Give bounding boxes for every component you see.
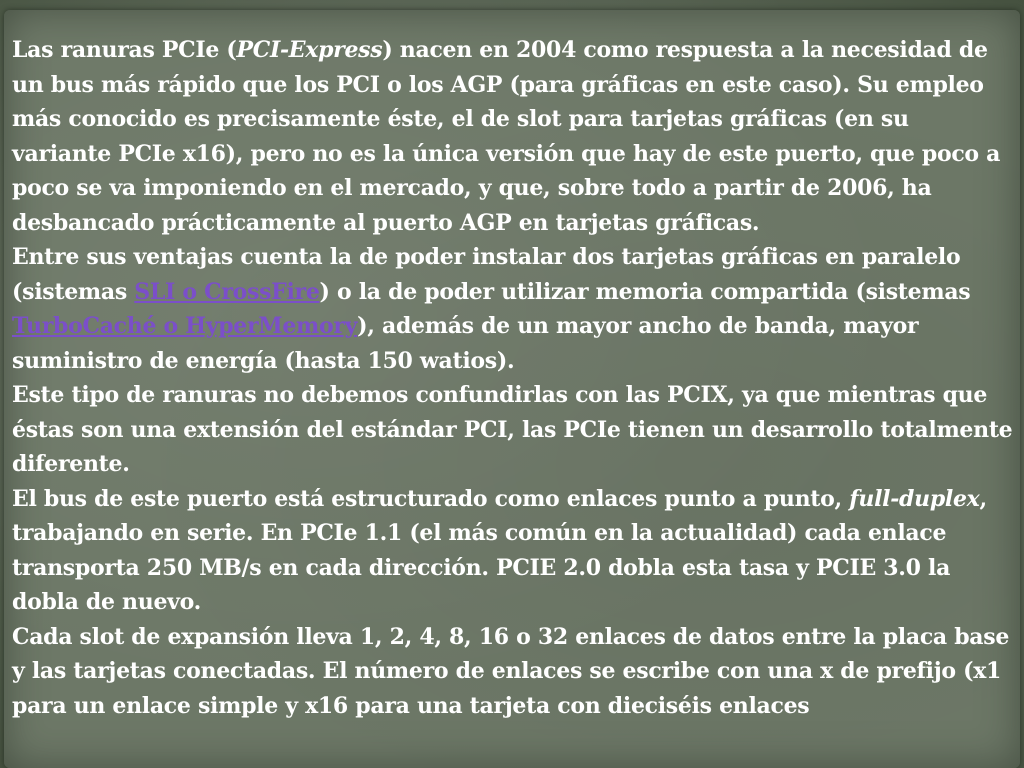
paragraph-4-text-a: El bus de este puerto está estructurado como enlaces punto a punto, [12,485,850,512]
paragraph-1-text-c: ) nacen en 2004 como respuesta a la necesidad de un bus más rápido que los PCI o los AGP (para gráficas en este caso). Su empleo más conocido es precisamente éste, el de slot para tarjetas gráficas (en su variante PCIe x16), pero no es la única versión que hay de este puerto, que poco a poco se va imponiendo en el mercado, y que, sobre todo a partir de 2006, ha desbancado prácticamente al puerto AGP en tarjetas gráficas. [12,37,1001,236]
paragraph-4 [12,482,1014,620]
paragraph-2 [12,240,1014,378]
paragraph-2-text-b: ) o la de poder utilizar memoria compartida (sistemas [319,278,971,305]
paragraph-1-italic: PCI-Express [236,37,383,63]
paragraph-4-italic: full-duplex [849,485,980,512]
turbocache-hypermemory-link[interactable]: TurboCaché o HyperMemory [12,313,358,339]
paragraph-2-text-a: Entre sus ventajas cuenta la de poder instalar dos tarjetas gráficas en paralelo (sistemas [12,244,961,305]
sli-crossfire-link[interactable]: SLI o CrossFire [134,278,320,305]
slide-text [12,33,1014,723]
paragraph-1 [12,33,1014,240]
paragraph-1-text-a: Las ranuras PCIe ( [12,37,237,63]
paragraph-2-text-c: ), además de un mayor ancho de banda, mayor suministro de energía (hasta 150 watios). [12,313,919,374]
paragraph-4-text-c: , trabajando en serie. En PCIe 1.1 (el más común en la actualidad) cada enlace transporta 250 MB/s en cada dirección. PCIE 2.0 dobla esta tasa y PCIE 3.0 la dobla de nuevo. [12,485,987,615]
paragraph-5: Cada slot de expansión lleva 1, 2, 4, 8, 16 o 32 enlaces de datos entre la placa base y las tarjetas conectadas. El número de enlaces se escribe con una x de prefijo (x1 para un enlace simple y x16 para una tarjeta con dieciséis enlaces [12,623,1010,719]
paragraph-3: Este tipo de ranuras no debemos confundirlas con las PCIX, ya que mientras que éstas son una extensión del estándar PCI, las PCIe tienen un desarrollo totalmente diferente. [12,382,1013,477]
